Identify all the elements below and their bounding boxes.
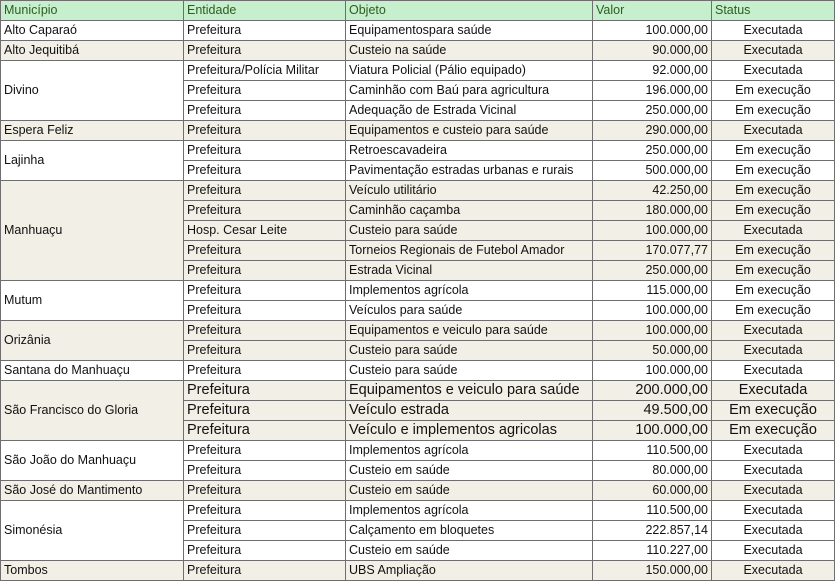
cell-status[interactable]: Em execução	[712, 101, 835, 121]
cell-municipio[interactable]: São José do Mantimento	[1, 481, 184, 501]
cell-status[interactable]: Em execução	[712, 261, 835, 281]
cell-status[interactable]: Executada	[712, 541, 835, 561]
cell-status[interactable]: Executada	[712, 441, 835, 461]
table-row	[1, 361, 835, 381]
header-municipio[interactable]: Município	[1, 1, 184, 21]
cell-municipio[interactable]: São Francisco do Gloria	[1, 381, 184, 441]
table-row	[1, 281, 835, 301]
cell-valor[interactable]: 90.000,00	[593, 41, 712, 61]
cell-status[interactable]: Em execução	[712, 181, 835, 201]
cell-status[interactable]: Executada	[712, 461, 835, 481]
cell-valor[interactable]: 222.857,14	[593, 521, 712, 541]
header-valor[interactable]: Valor	[593, 1, 712, 21]
cell-valor[interactable]: 49.500,00	[593, 401, 712, 421]
cell-entidade[interactable]: Prefeitura	[184, 441, 346, 461]
cell-objeto[interactable]: Veículo estrada	[346, 401, 593, 421]
cell-entidade[interactable]: Prefeitura	[184, 481, 346, 501]
header-status[interactable]: Status	[712, 1, 835, 21]
cell-valor[interactable]: 80.000,00	[593, 461, 712, 481]
cell-objeto[interactable]: Custeio em saúde	[346, 461, 593, 481]
cell-objeto[interactable]: Implementos agrícola	[346, 501, 593, 521]
cell-municipio[interactable]: Orizânia	[1, 321, 184, 361]
cell-entidade[interactable]: Prefeitura	[184, 21, 346, 41]
cell-valor[interactable]: 115.000,00	[593, 281, 712, 301]
cell-objeto[interactable]: Custeio em saúde	[346, 541, 593, 561]
cell-entidade[interactable]: Prefeitura	[184, 201, 346, 221]
cell-entidade[interactable]: Hosp. Cesar Leite	[184, 221, 346, 241]
cell-objeto[interactable]: Calçamento em bloquetes	[346, 521, 593, 541]
cell-municipio[interactable]: Divino	[1, 61, 184, 121]
cell-valor[interactable]: 196.000,00	[593, 81, 712, 101]
cell-status[interactable]: Em execução	[712, 281, 835, 301]
cell-entidade[interactable]: Prefeitura	[184, 381, 346, 401]
cell-entidade[interactable]: Prefeitura	[184, 341, 346, 361]
cell-entidade[interactable]: Prefeitura	[184, 81, 346, 101]
cell-entidade[interactable]: Prefeitura/Polícia Militar	[184, 61, 346, 81]
cell-municipio[interactable]: Lajinha	[1, 141, 184, 181]
table-row	[1, 561, 835, 581]
cell-entidade[interactable]: Prefeitura	[184, 561, 346, 581]
cell-status[interactable]: Executada	[712, 41, 835, 61]
cell-entidade[interactable]: Prefeitura	[184, 301, 346, 321]
cell-objeto[interactable]: Implementos agrícola	[346, 441, 593, 461]
table-row	[1, 481, 835, 501]
cell-valor[interactable]: 110.227,00	[593, 541, 712, 561]
table-row	[1, 441, 835, 461]
cell-status[interactable]: Executada	[712, 341, 835, 361]
cell-municipio[interactable]: Alto Caparaó	[1, 21, 184, 41]
cell-valor[interactable]: 100.000,00	[593, 321, 712, 341]
cell-status[interactable]: Executada	[712, 121, 835, 141]
cell-status[interactable]: Executada	[712, 221, 835, 241]
cell-entidade[interactable]: Prefeitura	[184, 501, 346, 521]
cell-valor[interactable]: 50.000,00	[593, 341, 712, 361]
table-row	[1, 181, 835, 201]
header-objeto[interactable]: Objeto	[346, 1, 593, 21]
cell-objeto[interactable]: Custeio em saúde	[346, 481, 593, 501]
table-row	[1, 321, 835, 341]
cell-objeto[interactable]: Viatura Policial (Pálio equipado)	[346, 61, 593, 81]
cell-objeto[interactable]: Equipamentos e veiculo para saúde	[346, 321, 593, 341]
cell-objeto[interactable]: Estrada Vicinal	[346, 261, 593, 281]
cell-entidade[interactable]: Prefeitura	[184, 181, 346, 201]
table-row	[1, 501, 835, 521]
cell-status[interactable]: Em execução	[712, 401, 835, 421]
cell-valor[interactable]: 500.000,00	[593, 161, 712, 181]
cell-valor[interactable]: 150.000,00	[593, 561, 712, 581]
cell-objeto[interactable]: Veículo e implementos agricolas	[346, 421, 593, 441]
cell-objeto[interactable]: Equipamentos e custeio para saúde	[346, 121, 593, 141]
cell-status[interactable]: Em execução	[712, 201, 835, 221]
cell-valor[interactable]: 100.000,00	[593, 421, 712, 441]
cell-municipio[interactable]: Tombos	[1, 561, 184, 581]
cell-status[interactable]: Em execução	[712, 241, 835, 261]
cell-objeto[interactable]: Implementos agrícola	[346, 281, 593, 301]
table-row	[1, 121, 835, 141]
cell-objeto[interactable]: Custeio para saúde	[346, 221, 593, 241]
cell-objeto[interactable]: Torneios Regionais de Futebol Amador	[346, 241, 593, 261]
cell-valor[interactable]: 250.000,00	[593, 101, 712, 121]
cell-valor[interactable]: 180.000,00	[593, 201, 712, 221]
cell-entidade[interactable]: Prefeitura	[184, 261, 346, 281]
table-body	[1, 21, 835, 581]
cell-entidade[interactable]: Prefeitura	[184, 141, 346, 161]
cell-status[interactable]: Executada	[712, 521, 835, 541]
table-row	[1, 41, 835, 61]
cell-objeto[interactable]: Equipamentos e veiculo para saúde	[346, 381, 593, 401]
cell-entidade[interactable]: Prefeitura	[184, 361, 346, 381]
cell-entidade[interactable]: Prefeitura	[184, 421, 346, 441]
cell-valor[interactable]: 100.000,00	[593, 21, 712, 41]
cell-municipio[interactable]: São João do Manhuaçu	[1, 441, 184, 481]
cell-entidade[interactable]: Prefeitura	[184, 101, 346, 121]
cell-valor[interactable]: 170.077,77	[593, 241, 712, 261]
cell-objeto[interactable]: Caminhão caçamba	[346, 201, 593, 221]
cell-status[interactable]: Executada	[712, 501, 835, 521]
table-row	[1, 61, 835, 81]
cell-status[interactable]: Em execução	[712, 301, 835, 321]
cell-status[interactable]: Executada	[712, 361, 835, 381]
cell-objeto[interactable]: Adequação de Estrada Vicinal	[346, 101, 593, 121]
cell-objeto[interactable]: Veículos para saúde	[346, 301, 593, 321]
cell-entidade[interactable]: Prefeitura	[184, 541, 346, 561]
cell-entidade[interactable]: Prefeitura	[184, 461, 346, 481]
cell-entidade[interactable]: Prefeitura	[184, 321, 346, 341]
cell-objeto[interactable]: UBS Ampliação	[346, 561, 593, 581]
cell-valor[interactable]: 110.500,00	[593, 501, 712, 521]
cell-entidade[interactable]: Prefeitura	[184, 241, 346, 261]
cell-municipio[interactable]: Espera Feliz	[1, 121, 184, 141]
cell-entidade[interactable]: Prefeitura	[184, 521, 346, 541]
cell-valor[interactable]: 100.000,00	[593, 221, 712, 241]
cell-objeto[interactable]: Equipamentospara saúde	[346, 21, 593, 41]
cell-municipio[interactable]: Manhuaçu	[1, 181, 184, 281]
cell-objeto[interactable]: Custeio para saúde	[346, 361, 593, 381]
cell-status[interactable]: Executada	[712, 481, 835, 501]
cell-municipio[interactable]: Simonésia	[1, 501, 184, 561]
cell-valor[interactable]: 92.000,00	[593, 61, 712, 81]
header-entidade[interactable]: Entidade	[184, 1, 346, 21]
table-row	[1, 381, 835, 401]
cell-valor[interactable]: 110.500,00	[593, 441, 712, 461]
cell-status[interactable]: Em execução	[712, 141, 835, 161]
cell-municipio[interactable]: Mutum	[1, 281, 184, 321]
cell-valor[interactable]: 200.000,00	[593, 381, 712, 401]
cell-objeto[interactable]: Caminhão com Baú para agricultura	[346, 81, 593, 101]
cell-entidade[interactable]: Prefeitura	[184, 161, 346, 181]
cell-objeto[interactable]: Retroescavadeira	[346, 141, 593, 161]
cell-objeto[interactable]: Veículo utilitário	[346, 181, 593, 201]
cell-valor[interactable]: 250.000,00	[593, 261, 712, 281]
cell-valor[interactable]: 100.000,00	[593, 361, 712, 381]
cell-objeto[interactable]: Custeio para saúde	[346, 341, 593, 361]
cell-status[interactable]: Executada	[712, 61, 835, 81]
cell-municipio[interactable]: Alto Jequitibá	[1, 41, 184, 61]
cell-status[interactable]: Executada	[712, 21, 835, 41]
cell-municipio[interactable]: Santana do Manhuaçu	[1, 361, 184, 381]
cell-valor[interactable]: 42.250,00	[593, 181, 712, 201]
cell-valor[interactable]: 60.000,00	[593, 481, 712, 501]
cell-objeto[interactable]: Pavimentação estradas urbanas e rurais	[346, 161, 593, 181]
cell-valor[interactable]: 290.000,00	[593, 121, 712, 141]
header-row	[1, 1, 835, 21]
cell-entidade[interactable]: Prefeitura	[184, 41, 346, 61]
cell-status[interactable]: Em execução	[712, 161, 835, 181]
table-row	[1, 21, 835, 41]
cell-status[interactable]: Em execução	[712, 81, 835, 101]
table-row	[1, 141, 835, 161]
cell-status[interactable]: Em execução	[712, 421, 835, 441]
cell-entidade[interactable]: Prefeitura	[184, 401, 346, 421]
cell-entidade[interactable]: Prefeitura	[184, 121, 346, 141]
cell-valor[interactable]: 250.000,00	[593, 141, 712, 161]
cell-objeto[interactable]: Custeio na saúde	[346, 41, 593, 61]
cell-valor[interactable]: 100.000,00	[593, 301, 712, 321]
cell-status[interactable]: Executada	[712, 561, 835, 581]
cell-status[interactable]: Executada	[712, 381, 835, 401]
cell-status[interactable]: Executada	[712, 321, 835, 341]
cell-entidade[interactable]: Prefeitura	[184, 281, 346, 301]
